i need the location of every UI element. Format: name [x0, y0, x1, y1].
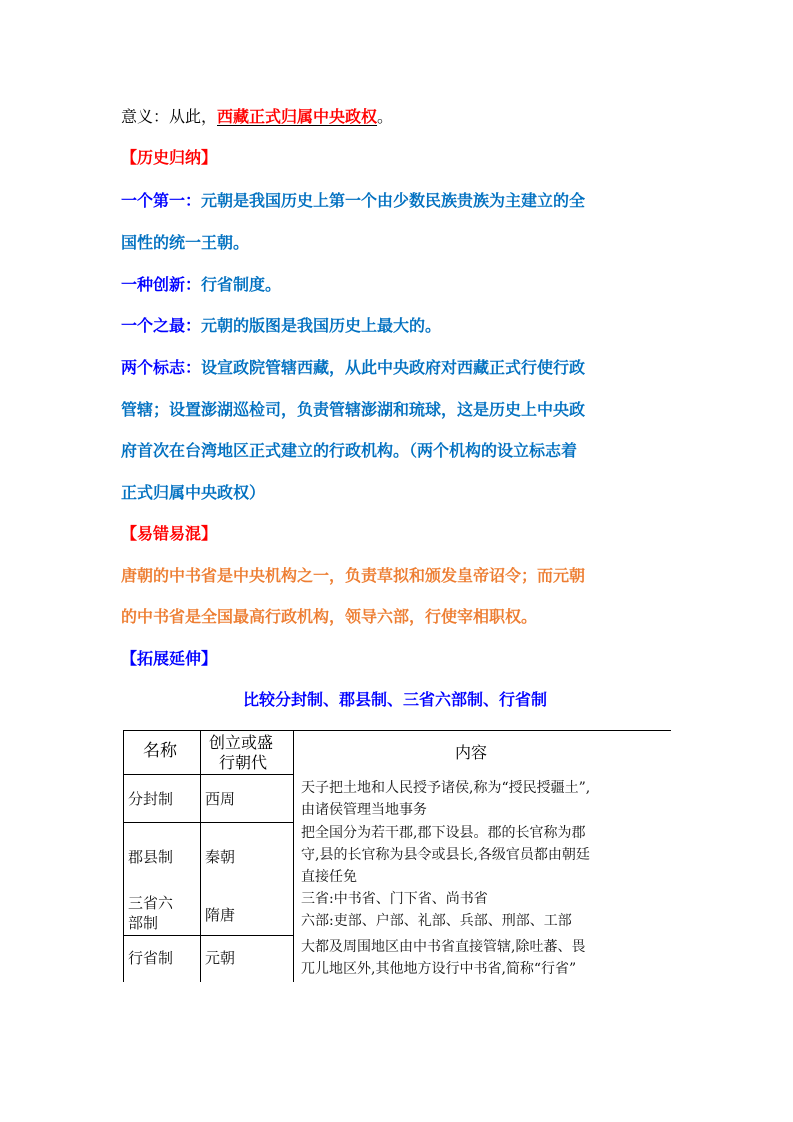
row-content: 把全国分为若干郡,郡下设县。郡的长官称为郡	[301, 825, 586, 841]
summary-term: 两个标志：	[121, 358, 202, 377]
row-content: 六部:吏部、户部、礼部、兵部、刑部、工部	[301, 913, 572, 929]
table-border	[123, 730, 124, 982]
row-content: 天子把土地和人民授予诸侯,称为“授民授疆土”,	[301, 780, 591, 796]
summary-item-most	[121, 316, 441, 336]
row-content: 由诸侯管理当地事务	[301, 802, 427, 818]
summary-term: 一种创新：	[121, 275, 202, 294]
row-name: 分封制	[128, 790, 174, 808]
header-content: 内容	[455, 743, 488, 762]
row-name: 部制	[128, 914, 159, 932]
header-dynasty: 行朝代	[219, 753, 268, 772]
extension-heading: 【拓展延伸】	[121, 649, 218, 668]
summary-term: 一个之最：	[121, 316, 202, 335]
header-name: 名称	[143, 741, 177, 761]
confusion-text: 唐朝的中书省是中央机构之一，负责草拟和颁发皇帝诏令；而元朝	[121, 566, 586, 585]
row-content: 三省:中书省、门下省、尚书省	[301, 891, 488, 907]
table-border	[123, 935, 293, 936]
header-dynasty: 创立或盛	[209, 733, 274, 752]
summary-item-innovation	[121, 275, 281, 295]
row-content: 直接任免	[301, 869, 357, 885]
table-border	[123, 774, 293, 775]
row-dynasty: 秦朝	[205, 848, 236, 866]
row-name: 行省制	[128, 949, 174, 967]
summary-item-symbols-cont: 正式归属中央政权）	[121, 483, 266, 502]
summary-text: 设宣政院管辖西藏，从此中央政府对西藏正式行使行政	[201, 358, 586, 377]
row-dynasty: 隋唐	[205, 906, 236, 924]
summary-item-first	[121, 191, 585, 211]
row-dynasty: 西周	[205, 790, 236, 808]
row-name: 三省六	[128, 894, 174, 912]
row-content: 大都及周围地区由中书省直接管辖,除吐蕃、畏	[301, 939, 586, 955]
meaning-line	[121, 107, 393, 127]
summary-item-symbols-cont: 管辖；设置澎湖巡检司，负责管辖澎湖和琉球，这是历史上中央政	[121, 400, 586, 419]
table-border	[123, 730, 671, 731]
meaning-label: 意义：从此，	[121, 107, 218, 126]
summary-item-first-cont: 国性的统一王朝。	[121, 233, 250, 252]
summary-text: 元朝是我国历史上第一个由少数民族贵族为主建立的全	[201, 191, 586, 210]
confusion-heading: 【易错易混】	[121, 524, 218, 543]
summary-text: 元朝的版图是我国历史上最大的。	[201, 316, 442, 335]
comparison-table	[123, 730, 671, 982]
summary-text: 行省制度。	[201, 275, 282, 294]
row-content: 兀儿地区外,其他地方设行中书省,简称“行省”	[301, 961, 577, 977]
table-title: 比较分封制、郡县制、三省六部制、行省制	[242, 690, 547, 709]
row-dynasty: 元朝	[205, 949, 236, 967]
summary-term: 一个第一：	[121, 191, 202, 210]
confusion-text: 的中书省是全国最高行政机构，领导六部，行使宰相职权。	[121, 607, 538, 626]
table-border	[123, 822, 293, 823]
summary-item-symbols	[121, 358, 585, 378]
summary-item-symbols-cont: 府首次在台湾地区正式建立的行政机构。（两个机构的设立标志着	[121, 441, 578, 460]
row-content: 守,县的长官称为县令或县长,各级官员都由朝廷	[301, 847, 590, 863]
meaning-end: 。	[377, 107, 394, 126]
row-name: 郡县制	[128, 848, 174, 866]
meaning-highlight: 西藏正式归属中央政权	[217, 107, 378, 126]
table-border	[293, 730, 294, 982]
table-border	[200, 730, 201, 982]
summary-heading: 【历史归纳】	[121, 148, 218, 167]
